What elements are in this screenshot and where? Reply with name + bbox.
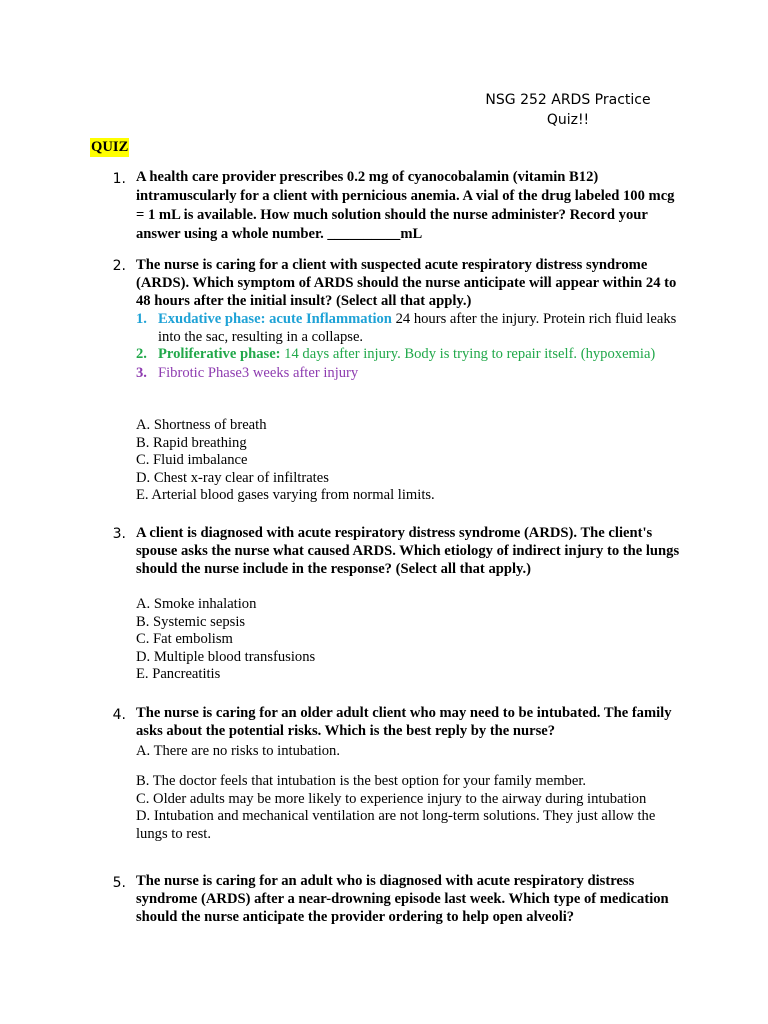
phase-note-3-number: 3.: [136, 365, 147, 381]
phase-note-2-number: 2.: [136, 346, 147, 362]
question-4-option-d: D. Intubation and mechanical ventilation are not long-term solutions. They just allow the lungs to rest.: [136, 808, 656, 842]
quiz-label: QUIZ: [91, 139, 129, 155]
phase-note-3: [158, 364, 678, 382]
question-3-option-e: E. Pancreatitis: [136, 666, 221, 683]
question-2-option-a: A. Shortness of breath: [136, 417, 267, 433]
phase-note-3-text: Fibrotic Phase3 weeks after injury: [158, 365, 359, 381]
document-header: [418, 90, 718, 130]
question-5-text: The nurse is caring for an adult who is diagnosed with acute respiratory distress syndrome (ARDS) after a near-drowning episode last week. Which type of medication should the nurse anticipate the provider ordering to help open alveoli?: [136, 873, 669, 925]
phase-note-1-text: 24 hours after the injury. Protein rich fluid leaks into the sac, resulting in a collapse.: [158, 311, 677, 345]
question-4-option-b: B. The doctor feels that intubation is the best option for your family member.: [136, 773, 587, 789]
question-2-option-d: D. Chest x-ray clear of infiltrates: [136, 469, 329, 486]
question-4-option-c: C. Older adults may be more likely to experience injury to the airway during intubation: [136, 790, 647, 807]
question-1-text: A health care provider prescribes 0.2 mg of cyanocobalamin (vitamin B12) intramuscularly for a client with pernicious anemia. A vial of the drug labeled 100 mcg = 1 mL is available. How much solution should the nurse administer? Record your answer using a whole number. __________mL: [136, 169, 675, 242]
phase-note-1-label: Exudative phase: acute Inflammation: [158, 311, 392, 327]
phase-note-2: [158, 345, 678, 363]
question-1-number: 1.: [112, 171, 126, 187]
question-4-option-a-text: A. There are no risks to intubation.: [136, 743, 340, 759]
question-2-option-c: C. Fluid imbalance: [136, 452, 248, 469]
question-3-option-a: A. Smoke inhalation: [136, 596, 257, 612]
phase-note-2-label: Proliferative phase:: [158, 346, 281, 362]
question-3-option-b: B. Systemic sepsis: [136, 613, 246, 630]
question-4-text: The nurse is caring for an older adult client who may need to be intubated. The family asks about the potential risks. Which is the best reply by the nurse?: [136, 705, 672, 739]
question-3-option-c: C. Fat embolism: [136, 631, 233, 648]
question-5-number: 5.: [112, 875, 126, 891]
header-line-1: NSG 252 ARDS Practice: [485, 92, 651, 108]
header-line-2: Quiz!!: [546, 112, 590, 128]
question-4-option-a: [136, 743, 696, 761]
question-2-options: [136, 417, 696, 505]
question-2-option-e: E. Arterial blood gases varying from normal limits.: [136, 487, 435, 504]
phase-note-1-number: 1.: [136, 311, 147, 327]
question-2-text: The nurse is caring for a client with suspected acute respiratory distress syndrome (ARDS). Which symptom of ARDS should the nurse anticipate will appear within 24 to 48 hours after the initial insult? (Select all that apply.): [136, 257, 677, 309]
phase-note-1: [158, 310, 678, 346]
question-3-options: [136, 596, 696, 684]
question-4-number: 4.: [112, 707, 126, 723]
question-3-text: A client is diagnosed with acute respiratory distress syndrome (ARDS). The client's spouse asks the nurse what caused ARDS. Which etiology of indirect injury to the lungs should the nurse include in the response? (Select all that apply.): [136, 525, 680, 577]
question-3-number: 3.: [112, 526, 126, 542]
phase-note-2-text: 14 days after injury. Body is trying to repair itself. (hypoxemia): [280, 346, 656, 362]
question-3-option-d: D. Multiple blood transfusions: [136, 648, 316, 665]
question-4-options: [136, 773, 684, 843]
question-2-option-b: B. Rapid breathing: [136, 434, 247, 451]
question-2-number: 2.: [112, 258, 126, 274]
